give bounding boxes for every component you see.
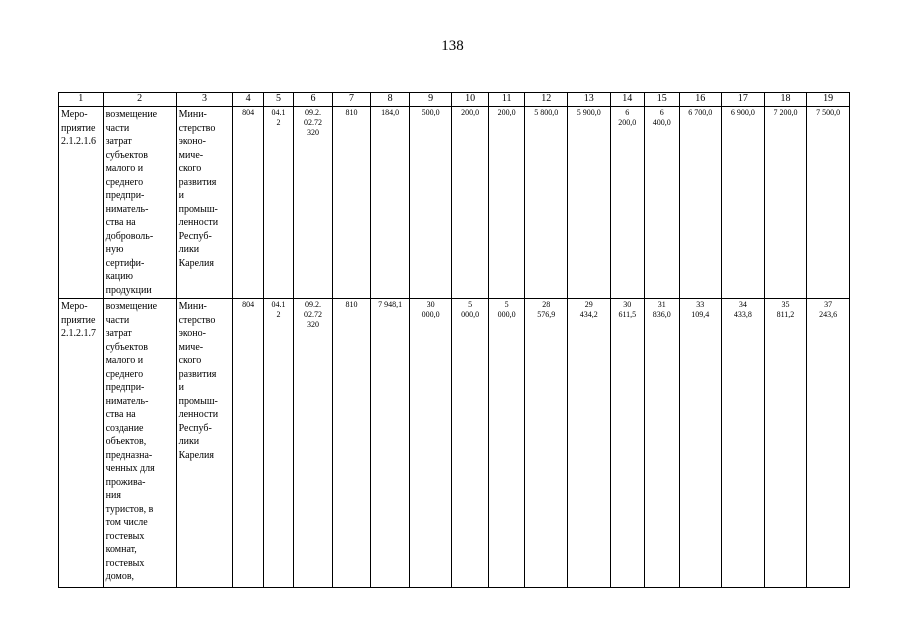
table-cell: 184,0 (371, 107, 410, 299)
table-cell: 7 948,1 (371, 299, 410, 588)
column-header: 8 (371, 93, 410, 107)
table-cell: 6 900,0 (722, 107, 765, 299)
column-header: 12 (525, 93, 568, 107)
table-cell: 7 500,0 (807, 107, 850, 299)
column-header: 14 (610, 93, 644, 107)
column-header: 18 (764, 93, 807, 107)
column-header: 10 (452, 93, 489, 107)
table-cell: 31 836,0 (645, 299, 679, 588)
table-cell: 810 (332, 107, 371, 299)
column-header: 9 (409, 93, 452, 107)
table-cell: 04.1 2 (263, 107, 293, 299)
table-cell: 5 900,0 (567, 107, 610, 299)
table-cell: 200,0 (452, 107, 489, 299)
table-cell: 09.2. 02.72 320 (294, 299, 333, 588)
table-cell: 37 243,6 (807, 299, 850, 588)
page-number: 138 (441, 38, 464, 54)
measure-description-cell: возмещение части затрат субъектов малого и среднего предпри- ниматель- ства на доброволь- ную сертифи- кацию продукции (103, 107, 176, 299)
measure-id-cell: Меро- приятие 2.1.2.1.7 (59, 299, 104, 588)
column-header: 19 (807, 93, 850, 107)
table-cell: 5 800,0 (525, 107, 568, 299)
column-header: 15 (645, 93, 679, 107)
responsible-ministry-cell: Мини- стерство эконо- миче- ского развития и промыш- ленности Респуб- лики Карелия (176, 299, 233, 588)
budget-table (58, 92, 850, 588)
table-cell: 804 (233, 107, 263, 299)
table-cell: 200,0 (488, 107, 525, 299)
column-header: 3 (176, 93, 233, 107)
column-header: 6 (294, 93, 333, 107)
table-cell: 810 (332, 299, 371, 588)
table-cell: 6 400,0 (645, 107, 679, 299)
table-cell: 33 109,4 (679, 299, 722, 588)
responsible-ministry-cell: Мини- стерство эконо- миче- ского развития и промыш- ленности Респуб- лики Карелия (176, 107, 233, 299)
table-cell: 500,0 (409, 107, 452, 299)
table-cell: 28 576,9 (525, 299, 568, 588)
column-header: 1 (59, 93, 104, 107)
column-header: 13 (567, 93, 610, 107)
table-cell: 29 434,2 (567, 299, 610, 588)
column-header: 5 (263, 93, 293, 107)
table-row (59, 107, 850, 299)
table-cell: 30 611,5 (610, 299, 644, 588)
table-cell: 804 (233, 299, 263, 588)
header-row (59, 93, 850, 107)
table-cell: 35 811,2 (764, 299, 807, 588)
table-cell: 5 000,0 (488, 299, 525, 588)
column-header: 2 (103, 93, 176, 107)
table-cell: 5 000,0 (452, 299, 489, 588)
measure-description-cell: возмещение части затрат субъектов малого и среднего предпри- ниматель- ства на создание объектов, предназна- ченных для проживa- ния туристов, в том числе гостевых комнат, гостевых домов, (103, 299, 176, 588)
column-header: 16 (679, 93, 722, 107)
column-header: 4 (233, 93, 263, 107)
column-header: 17 (722, 93, 765, 107)
column-header: 11 (488, 93, 525, 107)
table-row (59, 299, 850, 588)
table-cell: 7 200,0 (764, 107, 807, 299)
measure-id-cell: Меро- приятие 2.1.2.1.6 (59, 107, 104, 299)
table-cell: 34 433,8 (722, 299, 765, 588)
table-cell: 30 000,0 (409, 299, 452, 588)
table-cell: 6 700,0 (679, 107, 722, 299)
table-cell: 6 200,0 (610, 107, 644, 299)
table-cell: 09.2. 02.72 320 (294, 107, 333, 299)
table-cell: 04.1 2 (263, 299, 293, 588)
column-header: 7 (332, 93, 371, 107)
